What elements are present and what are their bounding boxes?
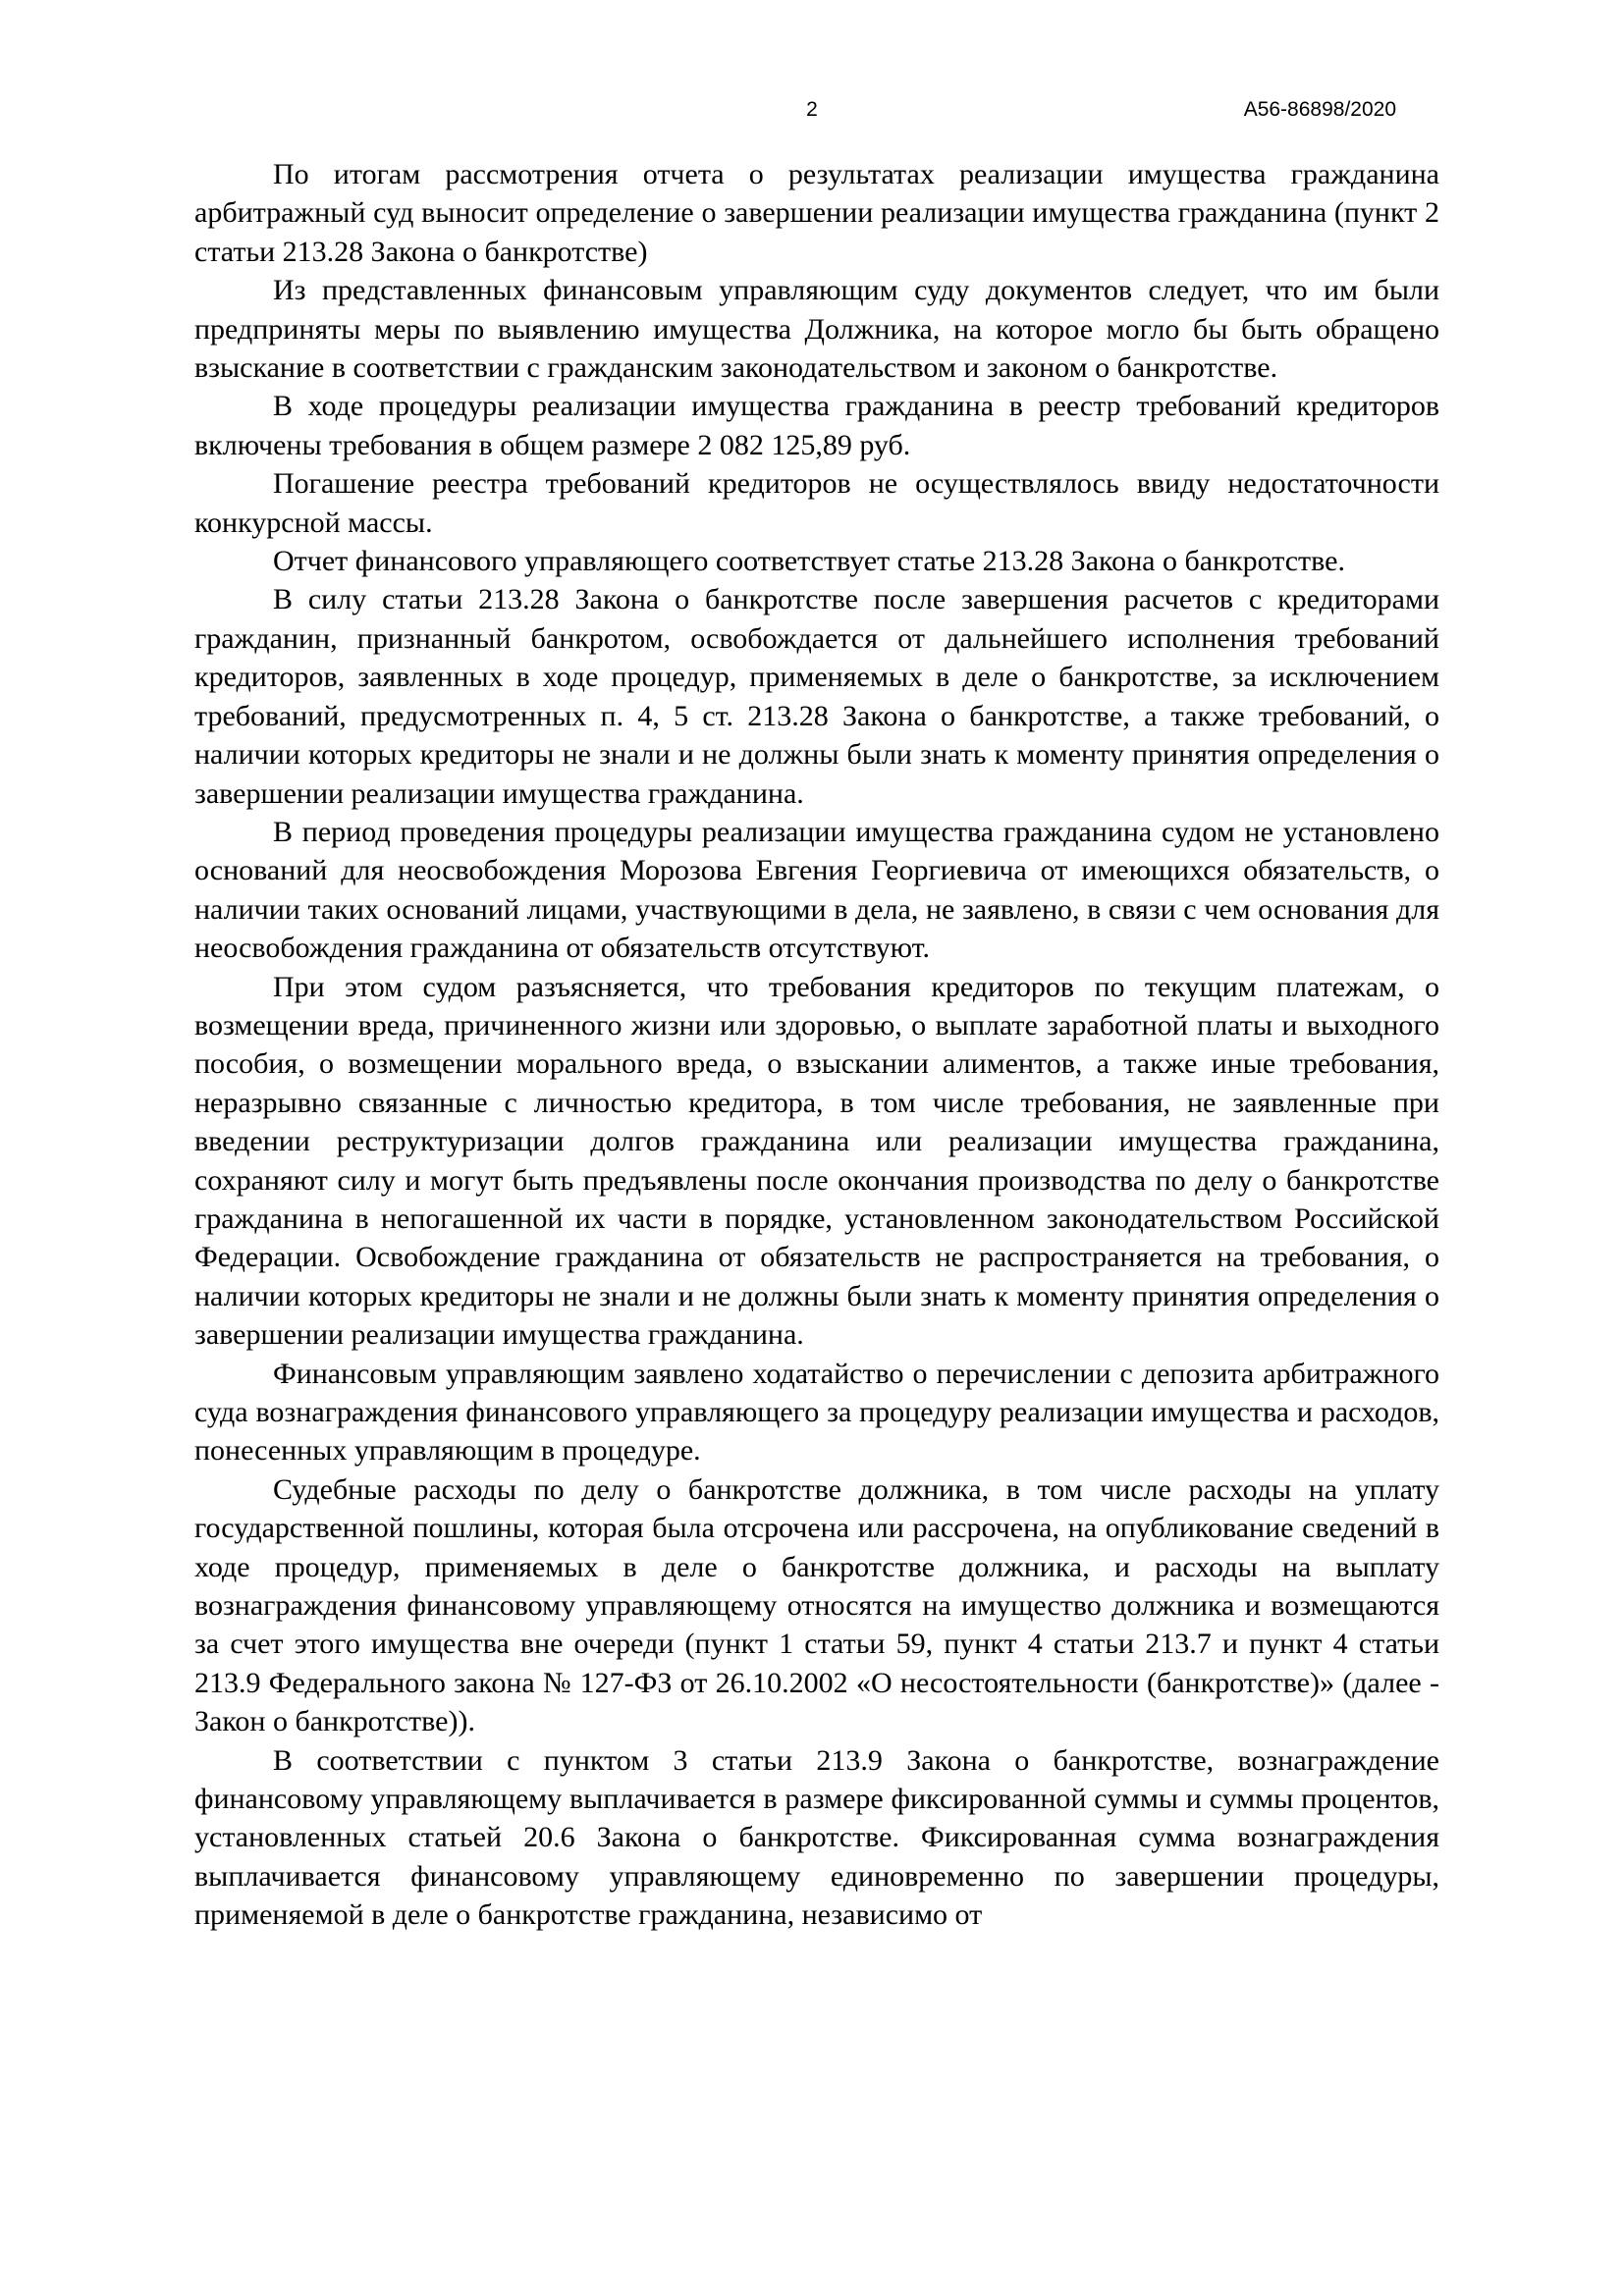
paragraph: Финансовым управляющим заявлено ходатайство о перечислении с депозита арбитражного суда вознаграждения финансового управляющего за процедуру реализации имущества и расходов, понесенных управляющим в процедуре. bbox=[194, 1357, 1439, 1468]
paragraph: Судебные расходы по делу о банкротстве должника, в том числе расходы на уплату государственной пошлины, которая была отсрочена или рассрочена, на опубликование сведений в ходе процедур, применяемых в деле о банкротстве должника, и расходы на выплату вознаграждения финансовому управляющему относятся на имущество должника и возмещаются за счет этого имущества вне очереди (пункт 1 статьи 59, пункт 4 статьи 213.7 и пункт 4 статьи 213.9 Федерального закона № 127-ФЗ от 26.10.2002 «О несостоятельности (банкротстве)» (далее - Закон о банкротстве)). bbox=[194, 1472, 1439, 1738]
paragraph: В соответствии с пунктом 3 статьи 213.9 Закона о банкротстве, вознаграждение финансовому управляющему выплачивается в размере фиксированной суммы и суммы процентов, установленных статьей 20.6 Закона о банкротстве. Фиксированная сумма вознаграждения выплачивается финансовому управляющему единовременно по завершении процедуры, применяемой в деле о банкротстве гражданина, независимо от bbox=[194, 1743, 1439, 1932]
paragraph: При этом судом разъясняется, что требования кредиторов по текущим платежам, о возмещении вреда, причиненного жизни или здоровью, о выплате заработной платы и выходного пособия, о возмещении морального вреда, о взыскании алиментов, а также иные требования, неразрывно связанные с личностью кредитора, в том числе требования, не заявленные при введении реструктуризации долгов гражданина или реализации имущества гражданина, сохраняют силу и могут быть предъявлены после окончания производства по делу о банкротстве гражданина в непогашенной их части в порядке, установленном законодательством Российской Федерации. Освобождение гражданина от обязательств не распространяется на требования, о наличии которых кредиторы не знали и не должны были знать к моменту принятия определения о завершении реализации имущества гражданина. bbox=[194, 970, 1439, 1352]
case-number: А56-86898/2020 bbox=[1243, 98, 1396, 121]
paragraph: Погашение реестра требований кредиторов не осуществлялось ввиду недостаточности конкурсной массы. bbox=[194, 467, 1439, 539]
paragraph: В ходе процедуры реализации имущества гражданина в реестр требований кредиторов включены требования в общем размере 2 082 125,89 руб. bbox=[194, 390, 1439, 461]
paragraph: По итогам рассмотрения отчета о результатах реализации имущества гражданина арбитражный суд выносит определение о завершении реализации имущества гражданина (пункт 2 статьи 213.28 Закона о банкротстве) bbox=[194, 158, 1439, 268]
paragraph: Из представленных финансовым управляющим суду документов следует, что им были предприняты меры по выявлению имущества Должника, на которое могло бы быть обращено взыскание в соответствии с гражданским законодательством и законом о банкротстве. bbox=[194, 274, 1439, 385]
paragraph: В силу статьи 213.28 Закона о банкротстве после завершения расчетов с кредиторами гражданин, признанный банкротом, освобождается от дальнейшего исполнения требований кредиторов, заявленных в ходе процедур, применяемых в деле о банкротстве, за исключением требований, предусмотренных п. 4, 5 ст. 213.28 Закона о банкротстве, а также требований, о наличии которых кредиторы не знали и не должны были знать к моменту принятия определения о завершении реализации имущества гражданина. bbox=[194, 583, 1439, 810]
page-number: 2 bbox=[806, 98, 818, 121]
paragraph: Отчет финансового управляющего соответствует статье 213.28 Закона о банкротстве. bbox=[273, 545, 1345, 578]
document-body bbox=[194, 155, 1439, 1935]
paragraph: В период проведения процедуры реализации имущества гражданина судом не установлено оснований для неосвобождения Морозова Евгения Георгиевича от имеющихся обязательств, о наличии таких оснований лицами, участвующими в дела, не заявлено, в связи с чем основания для неосвобождения гражданина от обязательств отсутствуют. bbox=[194, 815, 1439, 965]
